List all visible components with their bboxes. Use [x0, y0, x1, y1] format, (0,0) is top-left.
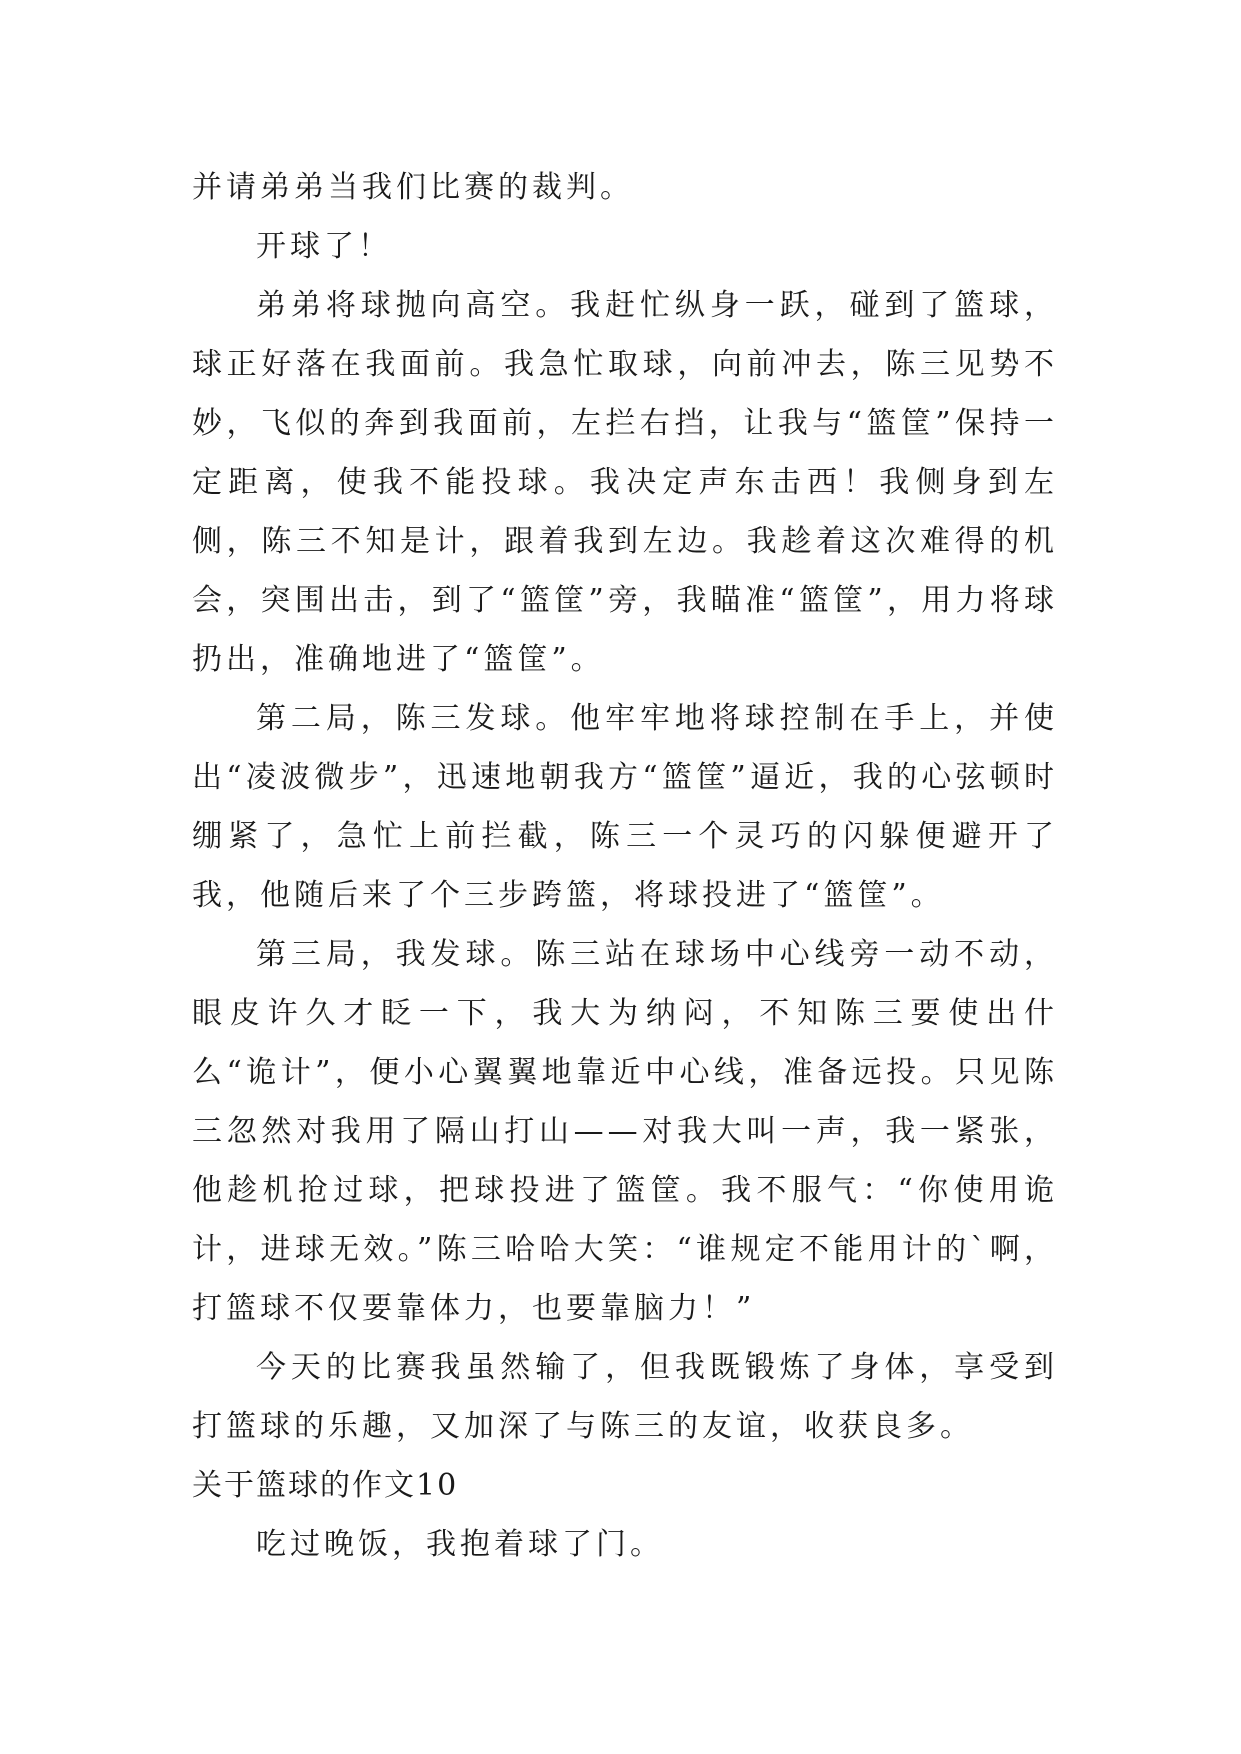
section-heading: 关于篮球的作文10	[192, 1468, 459, 1503]
paragraph-5: 第三局，我发球。陈三站在球场中心线旁一动不动，眼皮许久才眨一下，我大为纳闷，不知陈三要使出什么“诡计”，便小心翼翼地靠近中心线，准备远投。只见陈三忽然对我用了隔山打山——对我大叫一声，我一紧张，他趁机抢过球，把球投进了篮筐。我不服气：“你使用诡计，进球无效。”陈三哈哈大笑：“谁规定不能用计的`啊，打篮球不仅要靠体力，也要靠脑力！”	[192, 937, 1058, 1326]
paragraph-7: 吃过晚饭，我抱着球了门。	[256, 1527, 664, 1562]
paragraph-3: 弟弟将球抛向高空。我赶忙纵身一跃，碰到了篮球，球正好落在我面前。我急忙取球，向前冲去，陈三见势不妙，飞似的奔到我面前，左拦右挡，让我与“篮筐”保持一定距离，使我不能投球。我决定声东击西！我侧身到左侧，陈三不知是计，跟着我到左边。我趁着这次难得的机会，突围出击，到了“篮筐”旁，我瞄准“篮筐”，用力将球扔出，准确地进了“篮筐”。	[192, 288, 1058, 677]
paragraph-1: 并请弟弟当我们比赛的裁判。	[192, 170, 634, 205]
paragraph-6: 今天的比赛我虽然输了，但我既锻炼了身体，享受到打篮球的乐趣，又加深了与陈三的友谊，收获良多。	[192, 1350, 1058, 1444]
document-page	[192, 158, 1058, 1574]
paragraph-2: 开球了！	[256, 229, 392, 264]
paragraph-4: 第二局，陈三发球。他牢牢地将球控制在手上，并使出“凌波微步”，迅速地朝我方“篮筐”逼近，我的心弦顿时绷紧了，急忙上前拦截，陈三一个灵巧的闪躲便避开了我，他随后来了个三步跨篮，将球投进了“篮筐”。	[192, 701, 1058, 913]
